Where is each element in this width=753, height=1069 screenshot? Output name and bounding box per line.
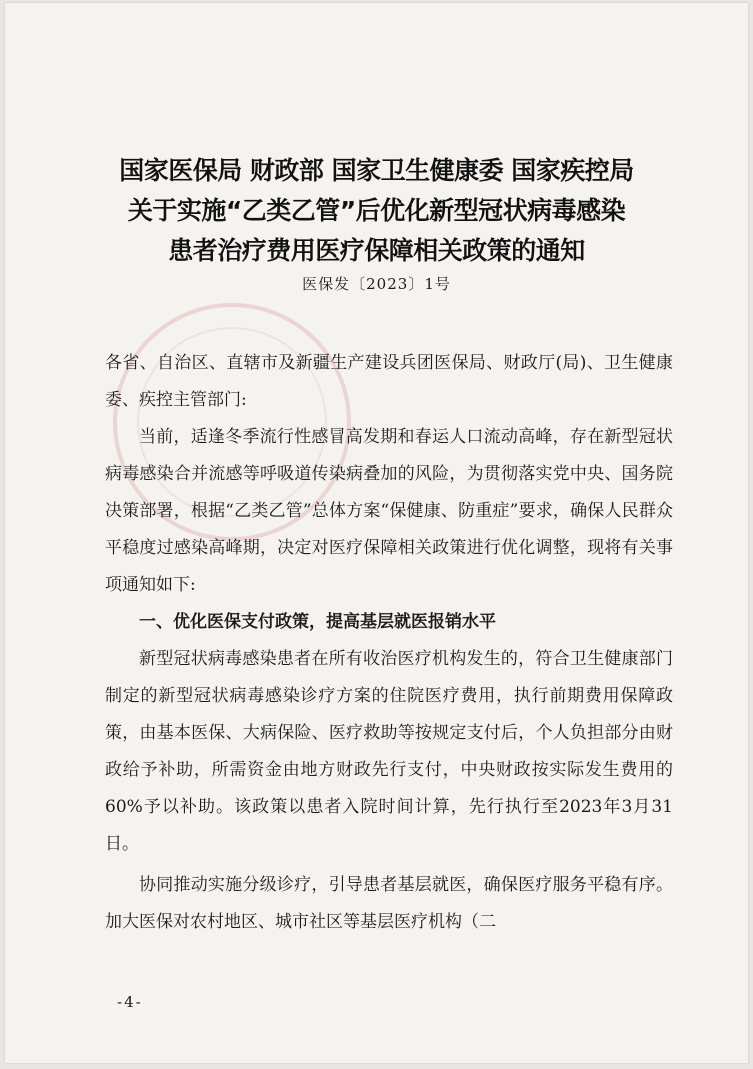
- title-line-1: 国家医保局 财政部 国家卫生健康委 国家疾控局: [119, 156, 634, 185]
- section-1-heading: 一、优化医保支付政策，提高基层就医报销水平: [139, 612, 496, 632]
- section-1-paragraph-2: 协同推动实施分级诊疗，引导患者基层就医，确保医疗服务平稳有序。加大医保对农村地区、城市社区等基层医疗机构（二: [105, 875, 673, 932]
- title-line-3: 患者治疗费用医疗保障相关政策的通知: [168, 236, 585, 265]
- intro-paragraph: 当前，适逢冬季流行性感冒高发期和春运人口流动高峰，存在新型冠状病毒感染合并流感等呼吸道传染病叠加的风险，为贯彻落实党中央、国务院决策部署，根据“乙类乙管”总体方案“保健康、防重症”要求，确保人民群众平稳度过感染高峰期，决定对医疗保障相关政策进行优化调整，现将有关事项通知如下:: [105, 427, 673, 595]
- document-page: [5, 3, 748, 1063]
- title-line-2: 关于实施“乙类乙管”后优化新型冠状病毒感染: [127, 196, 626, 225]
- section-1-paragraph-1: 新型冠状病毒感染患者在所有收治医疗机构发生的，符合卫生健康部门制定的新型冠状病毒感染诊疗方案的住院医疗费用，执行前期费用保障政策，由基本医保、大病保险、医疗救助等按规定支付后，个人负担部分由财政给予补助，所需资金由地方财政先行支付，中央财政按实际发生费用的60%予以补助。该政策以患者入院时间计算，先行执行至2023年3月31日。: [105, 649, 673, 854]
- addressee: 各省、自治区、直辖市及新疆生产建设兵团医保局、财政厅(局)、卫生健康委、疾控主管部门:: [105, 353, 673, 410]
- page-number: -4-: [117, 993, 143, 1011]
- document-title: [45, 151, 708, 271]
- document-body: [105, 345, 673, 941]
- document-number: 医保发〔2023〕1号: [302, 275, 451, 293]
